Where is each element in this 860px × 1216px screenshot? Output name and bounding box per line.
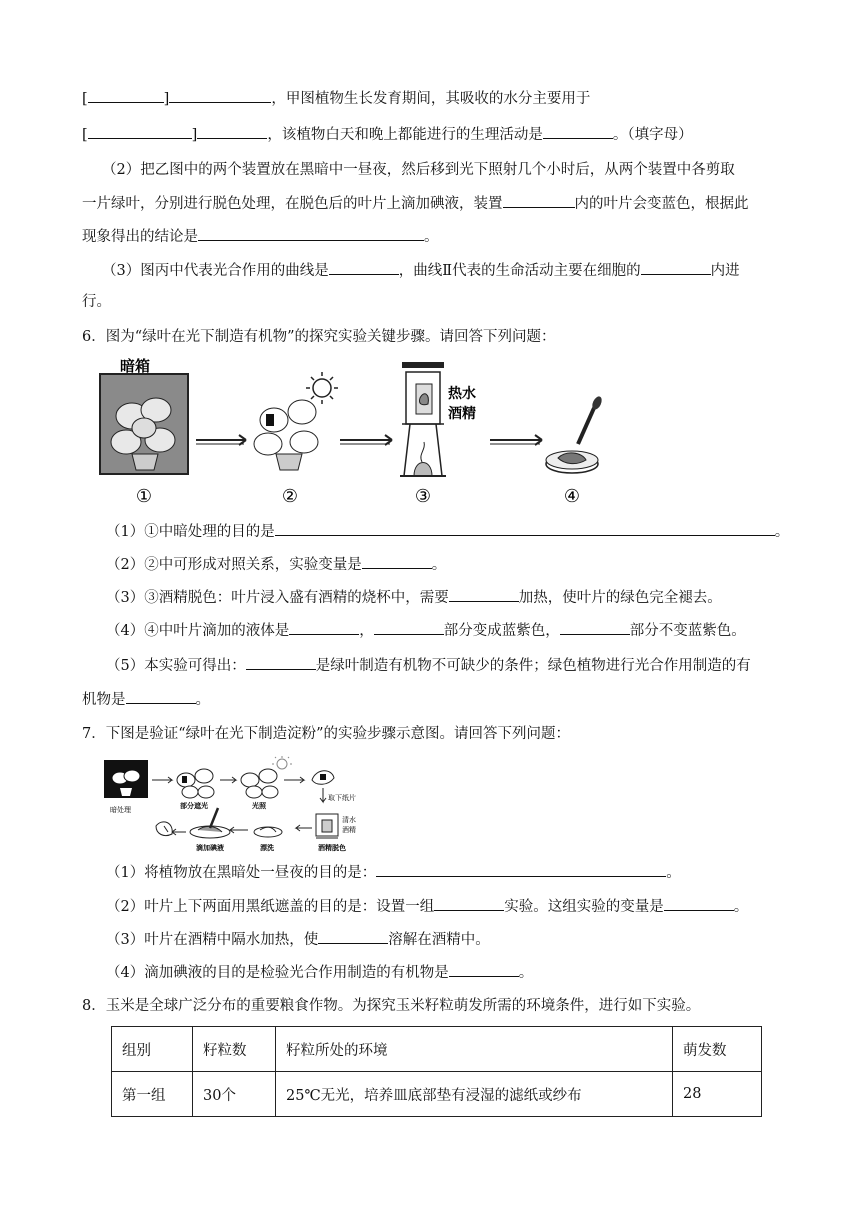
table-cell: 28 <box>673 1072 762 1117</box>
dark-treatment-illustration <box>104 760 148 798</box>
q5-part2-line-3: 现象得出的结论是 。 <box>82 226 439 247</box>
step-number: ④ <box>563 486 581 507</box>
q5-blank-line-2: [ ] ，该植物白天和晚上都能进行的生理活动是 。（填字母） <box>82 124 693 145</box>
q6-sub-3: （3）③酒精脱色：叶片浸入盛有酒精的烧杯中，需要 加热，使叶片的绿色完全褪去。 <box>106 587 722 608</box>
answer-blank[interactable] <box>376 862 666 877</box>
answer-blank[interactable] <box>543 124 613 139</box>
arrow-icon <box>320 788 326 802</box>
answer-blank[interactable] <box>434 896 504 911</box>
arrow-icon <box>296 825 312 831</box>
answer-blank[interactable] <box>374 620 444 635</box>
table-header-cell: 萌发数 <box>673 1027 762 1072</box>
arrow-icon <box>172 829 186 835</box>
arrow-icon <box>230 827 248 833</box>
table-header-cell: 组别 <box>112 1027 193 1072</box>
answer-blank[interactable] <box>503 193 575 208</box>
table-header-cell: 籽粒所处的环境 <box>276 1027 673 1072</box>
figure-label: 部分遮光 <box>180 802 208 810</box>
rinse-dish-illustration <box>254 827 282 837</box>
table-cell: 30个 <box>193 1072 276 1117</box>
figure-label: 清水 <box>342 816 356 824</box>
plant-illustration <box>254 400 318 470</box>
answer-blank[interactable] <box>449 587 519 602</box>
answer-blank[interactable] <box>88 124 192 139</box>
table-header-row <box>112 1027 762 1072</box>
sun-icon <box>272 756 292 769</box>
q5-part3-line-1: （3）图丙中代表光合作用的曲线是 ，曲线Ⅱ代表的生命活动主要在细胞的 内进 <box>102 260 740 281</box>
answer-blank[interactable] <box>246 655 316 670</box>
dark-box-label: 暗箱 <box>120 358 151 375</box>
table-cell: 25℃无光，培养皿底部垫有浸湿的滤纸或纱布 <box>276 1072 673 1117</box>
lit-plant-illustration <box>241 769 278 798</box>
figure-label: 光照 <box>252 802 266 810</box>
beaker-illustration <box>316 814 338 838</box>
answer-blank[interactable] <box>126 689 196 704</box>
figure-label: 漂洗 <box>260 844 274 852</box>
arrow-icon <box>152 777 172 783</box>
step-number: ① <box>135 486 153 507</box>
arrow-icon <box>284 777 304 783</box>
answer-blank[interactable] <box>169 88 271 103</box>
answer-blank[interactable] <box>275 521 775 536</box>
answer-blank[interactable] <box>88 88 164 103</box>
figure-label: 酒精 <box>342 826 356 834</box>
q7-sub-3: （3）叶片在酒精中隔水加热，使 溶解在酒精中。 <box>106 929 490 950</box>
q6-sub-5: （5）本实验可得出： 是绿叶制造有机物不可缺少的条件；绿色植物进行光合作用制造的有 <box>106 655 751 676</box>
q5-part2-line-2: 一片绿叶，分别进行脱色处理，在脱色后的叶片上滴加碘液，装置 内的叶片会变蓝色，根据此 <box>82 193 749 214</box>
sun-icon <box>306 372 338 404</box>
water-bath-illustration <box>400 362 446 476</box>
answer-blank[interactable] <box>449 962 519 977</box>
partial-shade-plant-illustration <box>177 769 214 798</box>
q6-sub-1: （1）①中暗处理的目的是 。 <box>106 521 789 542</box>
figure-label: 滴加碘液 <box>196 844 224 852</box>
dropper-icon <box>578 395 604 444</box>
q6-sub-5-cont: 机物是 。 <box>82 689 210 710</box>
table-row <box>112 1072 762 1117</box>
q6-sub-2: （2）②中可形成对照关系，实验变量是 。 <box>106 554 446 575</box>
q7-sub-4: （4）滴加碘液的目的是检验光合作用制造的有机物是 。 <box>106 962 533 983</box>
table-header-cell: 籽粒数 <box>193 1027 276 1072</box>
answer-blank[interactable] <box>641 260 711 275</box>
figure-label: 暗处理 <box>110 806 131 814</box>
q8-table <box>111 1026 762 1117</box>
answer-blank[interactable] <box>198 226 424 241</box>
answer-blank[interactable] <box>197 124 267 139</box>
answer-blank[interactable] <box>664 896 734 911</box>
alcohol-label: 酒精 <box>448 406 476 422</box>
q5-blank-line-1: [ ] ，甲图植物生长发育期间，其吸收的水分主要用于 <box>82 88 590 109</box>
q7-experiment-figure <box>100 756 400 858</box>
q8-stem: 8．玉米是全球广泛分布的重要粮食作物。为探究玉米籽粒萌发所需的环境条件，进行如下实验。 <box>82 998 701 1014</box>
step-number: ③ <box>414 486 432 507</box>
q7-sub-1: （1）将植物放在黑暗处一昼夜的目的是： 。 <box>106 862 681 883</box>
dark-box-illustration <box>100 374 188 474</box>
answer-blank[interactable] <box>318 929 388 944</box>
answer-blank[interactable] <box>329 260 399 275</box>
result-leaf-illustration <box>156 822 172 836</box>
q6-sub-4: （4）④中叶片滴加的液体是 ， 部分变成蓝紫色， 部分不变蓝紫色。 <box>106 620 746 641</box>
leaf-illustration <box>312 771 334 785</box>
q7-stem: 7．下图是验证“绿叶在光下制造淀粉”的实验步骤示意图。请回答下列问题： <box>82 726 571 742</box>
hot-water-label: 热水 <box>448 386 476 402</box>
figure-label: 取下纸片 <box>328 794 356 802</box>
table-cell: 第一组 <box>112 1072 193 1117</box>
answer-blank[interactable] <box>289 620 359 635</box>
petri-dish-illustration <box>546 451 598 473</box>
answer-blank[interactable] <box>362 554 432 569</box>
iodine-dish-illustration <box>190 808 230 838</box>
q6-experiment-figure <box>96 358 616 508</box>
q5-part2-line-1: （2）把乙图中的两个装置放在黑暗中一昼夜，然后移到光下照射几个小时后，从两个装置中各剪取 <box>102 162 735 178</box>
q5-part3-line-2: 行。 <box>82 294 111 310</box>
figure-label: 酒精脱色 <box>318 844 346 852</box>
arrow-icon <box>220 777 236 783</box>
q7-sub-2: （2）叶片上下两面用黑纸遮盖的目的是：设置一组 实验。这组实验的变量是 。 <box>106 896 748 917</box>
step-number: ② <box>281 486 299 507</box>
answer-blank[interactable] <box>560 620 630 635</box>
q6-stem: 6．图为“绿叶在光下制造有机物”的探究实验关键步骤。请回答下列问题： <box>82 329 556 345</box>
